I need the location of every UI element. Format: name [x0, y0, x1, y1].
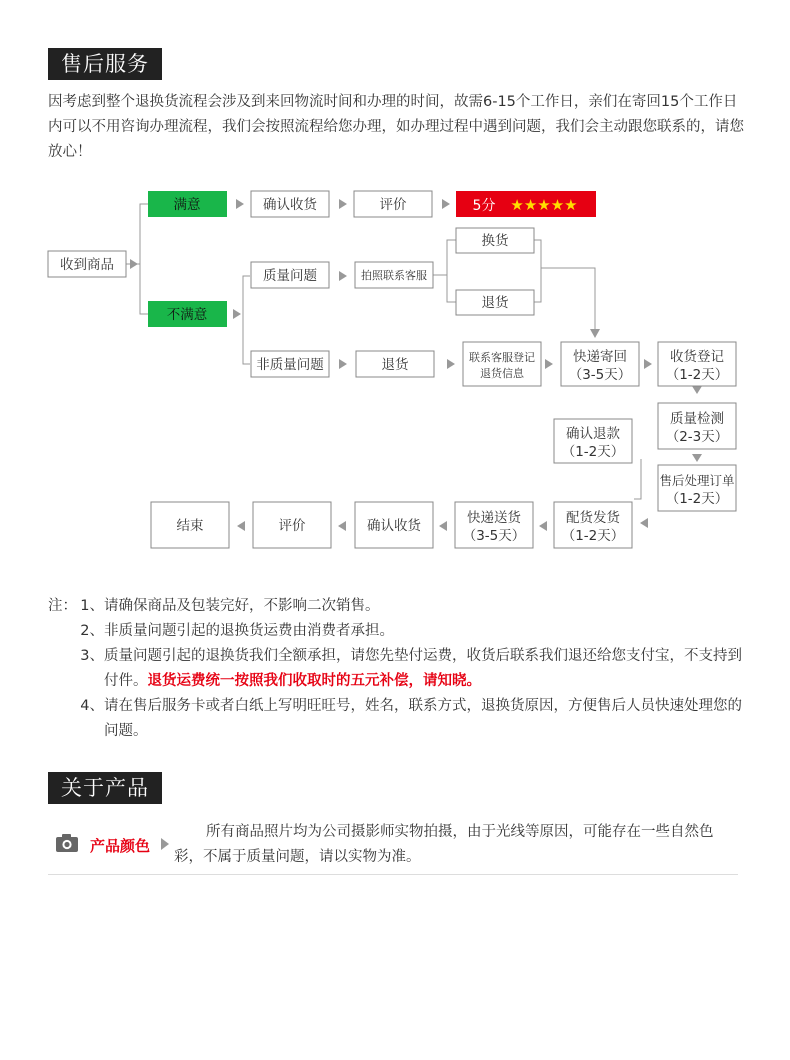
node-confirm-receipt-bottom: [355, 502, 433, 548]
node-ship-goods-line2: （1-2天）: [561, 528, 625, 544]
node-quality-issue: [251, 262, 329, 288]
node-satisfied: [148, 191, 227, 217]
node-photo-contact: [355, 262, 433, 288]
note-item: [48, 694, 748, 744]
node-return-non-quality-label: 退货: [381, 357, 409, 373]
node-confirm-receipt-top: [251, 191, 329, 217]
note-text: 请确保商品及包装完好，不影响二次销售。: [104, 598, 380, 614]
node-confirm-receipt-bottom-label: 确认收货: [367, 518, 421, 534]
node-receive-register-line2: （1-2天）: [665, 367, 729, 383]
node-express-back: [561, 342, 639, 386]
node-non-quality-issue-label: 非质量问题: [256, 357, 324, 373]
node-review-top-label: 评价: [379, 197, 407, 213]
node-ship-goods-line1: 配货发货: [566, 510, 620, 526]
note-number: 1、: [80, 598, 104, 614]
node-photo-contact-label: 拍照联系客服: [361, 269, 427, 282]
node-quality-check-line1: 质量检测: [670, 411, 724, 427]
node-unsatisfied: [148, 301, 227, 327]
rating-stars-icon: ★★★★★: [510, 196, 578, 214]
node-process-order-line1: 售后处理订单: [659, 473, 735, 488]
node-non-quality-issue: [251, 351, 329, 377]
notes-list: [48, 594, 748, 744]
node-confirm-refund: [554, 419, 632, 463]
note-item: [48, 594, 748, 619]
node-rating: [456, 191, 596, 217]
return-process-flowchart: [0, 178, 790, 563]
node-receive-register: [658, 342, 736, 386]
node-end-label: 结束: [176, 518, 204, 534]
node-return-non-quality: [356, 351, 434, 377]
node-return-quality-label: 退货: [481, 295, 509, 311]
node-quality-check-line2: （2-3天）: [665, 429, 729, 445]
node-receive-goods-label: 收到商品: [60, 257, 114, 273]
node-receive-goods: [48, 251, 126, 277]
note-text: 非质量问题引起的退换货运费由消费者承担。: [104, 623, 394, 639]
triangle-right-icon: [161, 838, 169, 850]
intro-paragraph: 因考虑到整个退换货流程会涉及到来回物流时间和办理的时间，故需6-15个工作日，亲们在寄回15个工作日内可以不用咨询办理流程，我们会按照流程给您办理，如办理过程中遇到问题，我们会主动跟您联系的，请您放心！: [48, 94, 744, 160]
node-satisfied-label: 满意: [173, 197, 201, 213]
node-review-top: [354, 191, 432, 217]
node-quality-check: [658, 403, 736, 449]
node-cs-register-line2: 退货信息: [480, 367, 524, 380]
section-title-after-sales: 售后服务: [48, 48, 162, 80]
node-review-bottom: [253, 502, 331, 548]
node-express-send-line2: （3-5天）: [462, 528, 526, 544]
note-number: 4、: [80, 698, 104, 714]
node-express-send-line1: 快递送货: [467, 510, 521, 526]
section-title-about-product: 关于产品: [48, 772, 162, 804]
node-express-back-line1: 快递寄回: [573, 349, 627, 365]
node-express-send: [455, 502, 533, 548]
node-receive-register-line1: 收货登记: [670, 349, 724, 365]
node-process-order-line2: （1-2天）: [665, 491, 729, 507]
node-express-back-line2: （3-5天）: [568, 367, 632, 383]
note-item: [48, 619, 748, 644]
node-cs-register: [463, 342, 541, 386]
product-color-text: 所有商品照片均为公司摄影师实物拍摄，由于光线等原因，可能存在一些自然色彩，不属于质量问题，请以实物为准。: [174, 824, 714, 865]
camera-icon: [56, 834, 78, 852]
node-cs-register-line1: 联系客服登记: [469, 351, 535, 364]
node-exchange-label: 换货: [481, 233, 509, 249]
node-confirm-refund-line2: （1-2天）: [561, 444, 625, 460]
product-color-row: [48, 818, 738, 875]
note-item: [48, 644, 748, 694]
note-text: 请在售后服务卡或者白纸上写明旺旺号，姓名，联系方式，退换货原因，方便售后人员快速处理您的问题。: [104, 698, 742, 739]
node-end: [151, 502, 229, 548]
node-confirm-receipt-top-label: 确认收货: [263, 197, 317, 213]
node-ship-goods: [554, 502, 632, 548]
node-confirm-refund-line1: 确认退款: [566, 426, 620, 442]
product-color-label: 产品颜色: [90, 837, 151, 855]
note-highlight: 退货运费统一按照我们收取时的五元补偿，请知晓。: [147, 673, 481, 689]
node-process-order: [658, 465, 736, 511]
node-unsatisfied-label: 不满意: [166, 307, 208, 323]
note-number: 2、: [80, 623, 104, 639]
node-review-bottom-label: 评价: [278, 518, 306, 534]
rating-score: 5分: [472, 198, 496, 214]
node-return-quality: [456, 290, 534, 315]
node-quality-issue-label: 质量问题: [263, 268, 317, 284]
note-text: 质量问题引起的退换货我们全额承担，请您先垫付运费，收货后联系我们退还给您支付宝，不支持到付件。: [104, 648, 742, 689]
note-number: 3、: [80, 648, 104, 664]
node-exchange: [456, 228, 534, 253]
notes-prefix: 注：: [48, 598, 77, 614]
